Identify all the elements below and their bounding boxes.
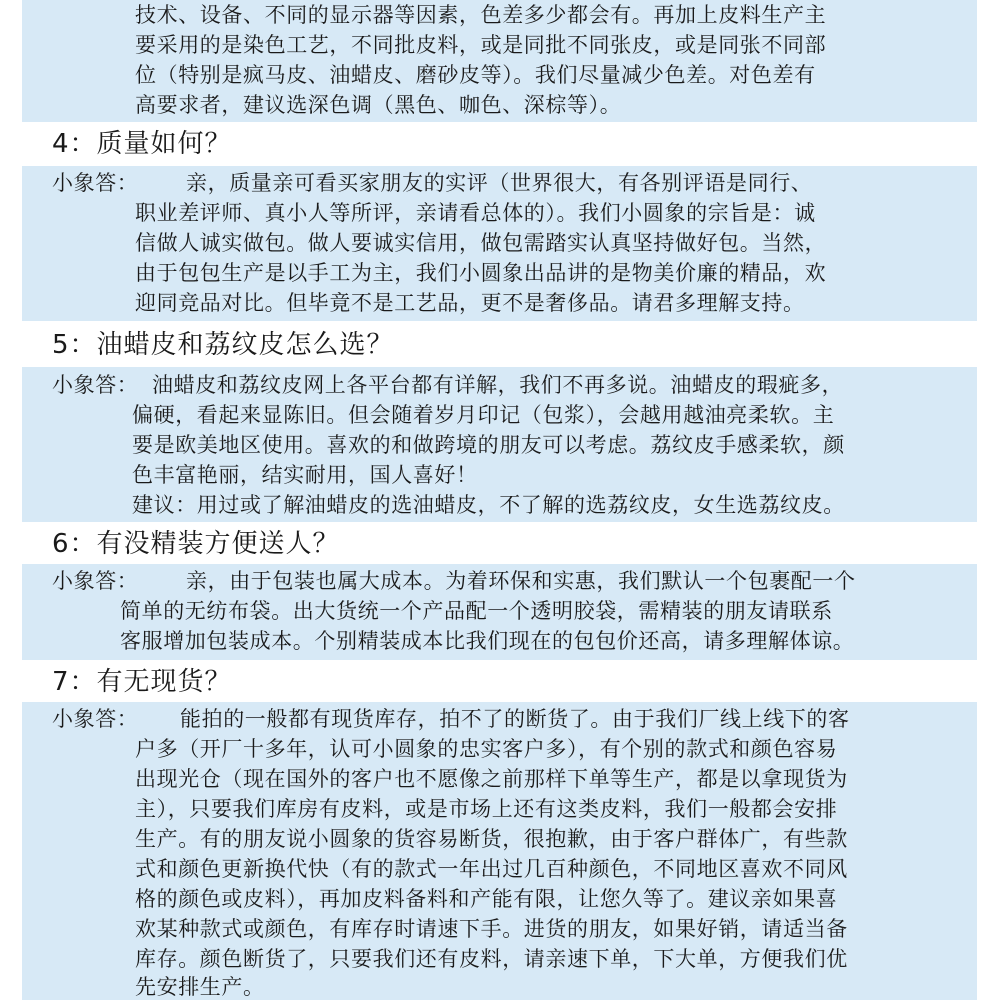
question-heading-quality: 4：质量如何？	[52, 129, 232, 159]
answer-line: 库存。颜色断货了，只要我们还有皮料，请亲速下单，下大单，方便我们优	[135, 947, 848, 971]
answer-label: 小象答：	[52, 373, 139, 397]
answer-label: 小象答：	[52, 707, 139, 731]
answer-line: 色丰富艳丽，结实耐用，国人喜好！	[132, 463, 478, 487]
answer-line: 迎同竞品对比。但毕竟不是工艺品，更不是奢侈品。请君多理解支持。	[135, 291, 805, 315]
answer-line: 先安排生产。	[135, 975, 265, 999]
answer-line: 信做人诚实做包。做人要诚实信用，做包需踏实认真坚持做好包。当然，	[135, 231, 827, 255]
answer-line: 亲，由于包装也属大成本。为着环保和实惠，我们默认一个包裹配一个	[186, 569, 856, 593]
answer-line: 偏硬，看起来显陈旧。但会随着岁月印记（包浆），会越用越油亮柔软。主	[132, 403, 835, 427]
answer-line: 技术、设备、不同的显示器等因素，色差多少都会有。再加上皮料生产主	[135, 3, 827, 27]
answer-line: 户多（开厂十多年，认可小圆象的忠实客户多），有个别的款式和颜色容易	[135, 737, 838, 761]
answer-line: 格的颜色或皮料），再加皮料备料和产能有限，让您久等了。建议亲如果喜	[135, 887, 838, 911]
question-heading-packaging: 6：有没精装方便送人？	[52, 529, 340, 559]
question-heading-stock: 7：有无现货？	[52, 667, 232, 697]
answer-line: 式和颜色更新换代快（有的款式一年出过几百种颜色，不同地区喜欢不同风	[135, 857, 848, 881]
answer-line: 能拍的一般都有现货库存，拍不了的断货了。由于我们厂线上线下的客	[180, 707, 850, 731]
answer-line: 欢某种款式或颜色，有库存时请速下手。进货的朋友，如果好销，请适当备	[135, 917, 848, 941]
answer-line: 生产。有的朋友说小圆象的货容易断货，很抱歉，由于客户群体广，有些款	[135, 827, 848, 851]
answer-line: 出现光仓（现在国外的客户也不愿像之前那样下单等生产，都是以拿现货为	[135, 767, 848, 791]
question-heading-leather-choice: 5：油蜡皮和荔纹皮怎么选？	[52, 330, 394, 360]
answer-line: 由于包包生产是以手工为主，我们小圆象出品讲的是物美价廉的精品，欢	[135, 261, 827, 285]
answer-line: 要采用的是染色工艺，不同批皮料，或是同批不同张皮，或是同张不同部	[135, 33, 827, 57]
answer-line: 油蜡皮和荔纹皮网上各平台都有详解，我们不再多说。油蜡皮的瑕疵多，	[152, 373, 844, 397]
answer-label: 小象答：	[52, 569, 139, 593]
answer-line: 客服增加包装成本。个别精装成本比我们现在的包包价还高，请多理解体谅。	[120, 629, 855, 653]
answer-line: 要是欧美地区使用。喜欢的和做跨境的朋友可以考虑。荔纹皮手感柔软，颜	[132, 433, 845, 457]
answer-line: 高要求者，建议选深色调（黑色、咖色、深棕等）。	[135, 93, 622, 117]
answer-line: 简单的无纺布袋。出大货统一个产品配一个透明胶袋，需精装的朋友请联系	[120, 599, 833, 623]
answer-line: 建议：用过或了解油蜡皮的选油蜡皮，不了解的选荔纹皮，女生选荔纹皮。	[132, 493, 845, 517]
answer-line: 主），只要我们库房有皮料，或是市场上还有这类皮料，我们一般都会安排	[135, 797, 838, 821]
answer-line: 职业差评师、真小人等所评，亲请看总体的）。我们小圆象的宗旨是：诚	[135, 201, 816, 225]
answer-line: 位（特别是疯马皮、油蜡皮、磨砂皮等）。我们尽量减少色差。对色差有	[135, 63, 816, 87]
answer-label: 小象答：	[52, 171, 139, 195]
answer-line: 亲，质量亲可看买家朋友的实评（世界很大，有各别评语是同行、	[186, 171, 813, 195]
